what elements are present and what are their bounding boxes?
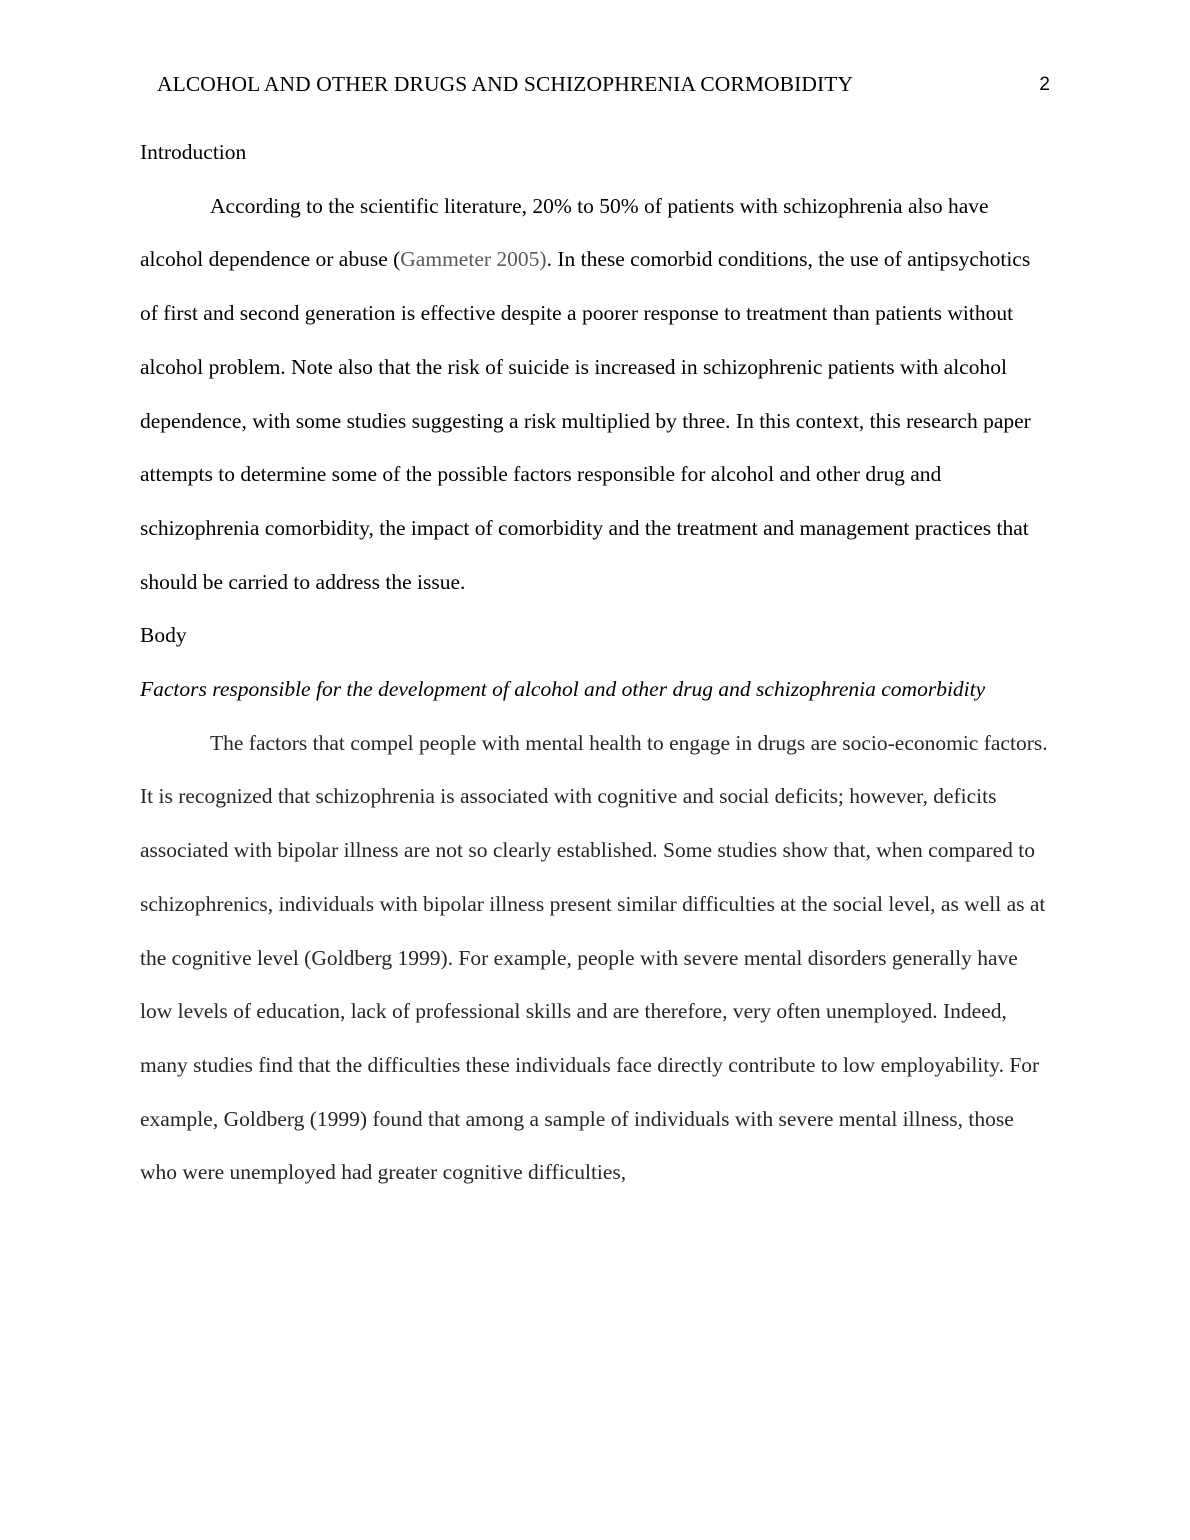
introduction-heading: Introduction <box>140 140 247 164</box>
intro-text-after-citation: . In these comorbid conditions, the use of antipsychotics of first and second generation is effective despite a poorer response to treatment than patients without alcohol problem. Note also that the risk of suicide is increased in schizophrenic patients with alcohol dependence, with some studies suggesting a risk multiplied by three. In this context, this research paper attempts to determine some of the possible factors responsible for alcohol and other drug and schizophrenia comorbidity, the impact of comorbidity and the treatment and management practices that should be carried to address the issue. <box>140 247 1031 594</box>
document-body <box>140 126 1052 1200</box>
introduction-paragraph <box>140 180 1052 610</box>
page-number: 2 <box>1039 74 1050 95</box>
intro-text-before-citation: According to the scientific literature, 20% to 50% of patients with schizophrenia also have alcohol dependence or abuse ( <box>140 193 989 272</box>
factors-subheading: Factors responsible for the development of alcohol and other drug and schizophrenia comorbidity <box>140 677 986 702</box>
running-head: ALCOHOL AND OTHER DRUGS AND SCHIZOPHRENIA CORMOBIDITY <box>157 72 854 96</box>
factors-paragraph: The factors that compel people with mental health to engage in drugs are socio-economic factors. It is recognized that schizophrenia is associated with cognitive and social deficits; however, deficits associated with bipolar illness are not so clearly established. Some studies show that, when compared to schizophrenics, individuals with bipolar illness present similar difficulties at the social level, as well as at the cognitive level (Goldberg 1999). For example, people with severe mental disorders generally have low levels of education, lack of professional skills and are therefore, very often unemployed. Indeed, many studies find that the difficulties these individuals face directly contribute to low employability. For example, Goldberg (1999) found that among a sample of individuals with severe mental illness, those who were unemployed had greater cognitive difficulties, <box>140 730 1048 1185</box>
body-heading: Body <box>140 623 187 648</box>
citation-gammeter: Gammeter 2005) <box>400 247 547 272</box>
